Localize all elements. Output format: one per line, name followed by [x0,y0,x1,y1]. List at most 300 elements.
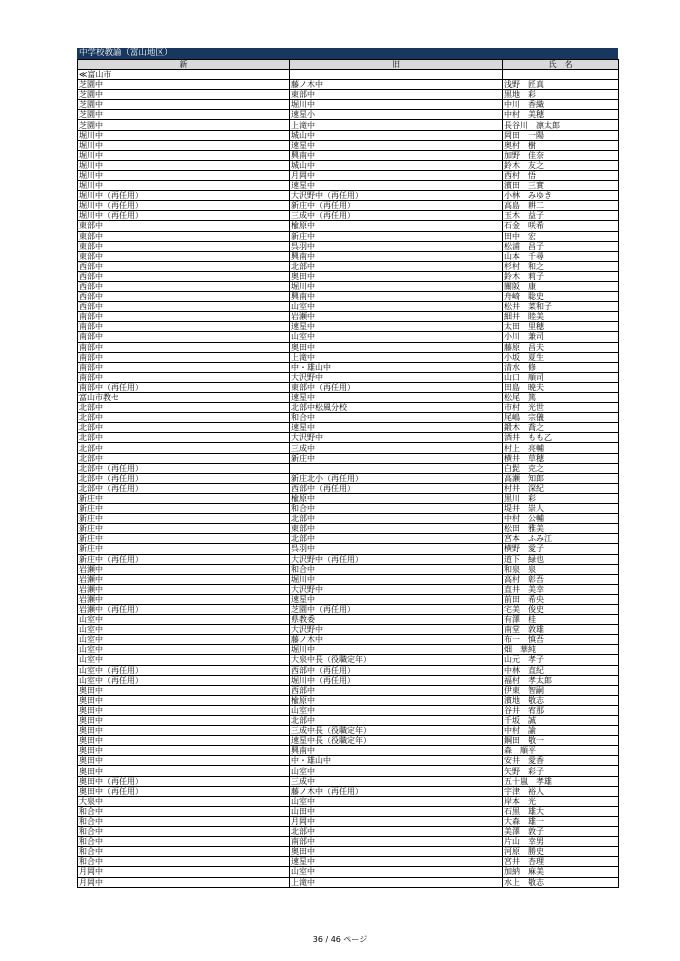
cell-name: 白髭 克之 [503,463,619,473]
table-row [78,705,619,715]
cell-new: 芝園中 [78,120,290,130]
cell-new: 北部中（再任用） [78,473,290,483]
cell-old: 大沢野中 [290,433,503,443]
cell-old: 中・雄山中 [290,756,503,766]
cell-new: 岩瀬中 [78,574,290,584]
table-row [78,433,619,443]
cell-new: 富山市教セ [78,393,290,403]
cell-old: 北部中 [290,514,503,524]
cell-new: 奥田中 [78,685,290,695]
table-row [78,504,619,514]
table-row [78,423,619,433]
cell-name: 道下 緑也 [503,554,619,564]
cell-new: 西部中 [78,281,290,291]
cell-new: 西部中 [78,261,290,271]
cell-new: 奥田中 [78,756,290,766]
cell-name: 高村 彰吾 [503,574,619,584]
cell-old: 山室中 [290,766,503,776]
cell-name: 美澤 敦子 [503,827,619,837]
cell-old: 山室中 [290,332,503,342]
table-row [78,281,619,291]
cell-name: 太田 里穂 [503,322,619,332]
cell-old: 西部中 [290,685,503,695]
table-body [78,70,619,888]
cell-name: 舟崎 聡史 [503,292,619,302]
table-row [78,181,619,191]
cell-name: 畑 華純 [503,645,619,655]
cell-name: 奥村 樹 [503,140,619,150]
table-row [78,271,619,281]
table-row [78,736,619,746]
cell-new: 奥田中 [78,766,290,776]
cell-name: 松田 雅美 [503,524,619,534]
table-row [78,584,619,594]
cell-new: 山室中（再任用） [78,675,290,685]
cell-new: 北部中（再任用） [78,463,290,473]
cell-old: 速星中 [290,181,503,191]
table-row [78,140,619,150]
cell-old: 大沢野中（再任用） [290,191,503,201]
table-row [78,352,619,362]
header-new: 新 [78,60,290,70]
cell-name: 藤原 昌夫 [503,342,619,352]
cell-old: 奥田中 [290,342,503,352]
cell-old: 南部中 [290,837,503,847]
cell-name: 大森 雄一 [503,816,619,826]
cell-name: 有澤 桂 [503,615,619,625]
cell-new: 新庄中 [78,544,290,554]
cell-name: 安井 愛香 [503,756,619,766]
cell-new: 月岡中 [78,877,290,887]
cell-name: 濱田 三實 [503,181,619,191]
table-row [78,766,619,776]
cell-new: 南部中 [78,342,290,352]
cell-old: 速星中 [290,393,503,403]
cell-name: 中村 諭 [503,726,619,736]
cell-name: 山口 順司 [503,372,619,382]
cell-name: 横野 愛子 [503,544,619,554]
cell-new: 新庄中 [78,514,290,524]
table-row [78,130,619,140]
cell-new: 堀川中 [78,150,290,160]
table-row [78,635,619,645]
table-row [78,201,619,211]
cell-new: 和合中 [78,837,290,847]
cell-old: 呉羽中 [290,544,503,554]
cell-old: 月岡中 [290,816,503,826]
cell-new: 北部中 [78,433,290,443]
table-row [78,877,619,887]
cell-old: 堀川中 [290,645,503,655]
cell-name: 小川 兼司 [503,332,619,342]
cell-old: 藤ノ木中（再任用） [290,786,503,796]
cell-old: 大沢野中 [290,625,503,635]
cell-name: 矢野 彩子 [503,766,619,776]
cell-old: 城山中 [290,160,503,170]
cell-old: 速星中 [290,423,503,433]
cell-name: 小坂 夏生 [503,352,619,362]
cell-name: 長谷川 凛太郎 [503,120,619,130]
cell-name: 石黒 雄大 [503,806,619,816]
cell-name: 谷井 宥那 [503,705,619,715]
cell-name: 松尾 篤 [503,393,619,403]
cell-new: 芝園中 [78,100,290,110]
cell-new: 堀川中 [78,170,290,180]
cell-name: 宮本 ふみ江 [503,534,619,544]
cell-old: 山室中 [290,796,503,806]
cell-old: 北部中 [290,827,503,837]
cell-new: 南部中 [78,372,290,382]
cell-old: 上滝中 [290,877,503,887]
table-row [78,695,619,705]
cell-old: 藤ノ木中 [290,635,503,645]
cell-name: 田中 宏 [503,231,619,241]
cell-name: 山元 孝子 [503,655,619,665]
table-row [78,786,619,796]
cell-new: 堀川中 [78,181,290,191]
cell-name: 松浦 昌子 [503,241,619,251]
header-old: 旧 [290,60,503,70]
cell-old: 大沢野中 [290,372,503,382]
table-row [78,90,619,100]
table-row [78,382,619,392]
cell-name: 市村 光世 [503,403,619,413]
cell-old: 上滝中 [290,120,503,130]
cell-new: 新庄中 [78,534,290,544]
cell-new: 新庄中 [78,504,290,514]
cell-old: 速星中 [290,322,503,332]
cell-new: 南部中 [78,362,290,372]
cell-new: 新庄中（再任用） [78,554,290,564]
cell-name: 宅美 俊史 [503,604,619,614]
cell-name: 村上 亮輔 [503,443,619,453]
cell-name: 布一 慎吾 [503,635,619,645]
cell-new: 山室中 [78,615,290,625]
cell-old: 堀川中（再任用） [290,675,503,685]
cell-name: 岡田 一陽 [503,130,619,140]
table-row [78,342,619,352]
table-row [78,322,619,332]
table-row [78,847,619,857]
cell-name: 直井 美幸 [503,584,619,594]
cell-old: 三成中長（役職定年） [290,726,503,736]
table-row [78,746,619,756]
cell-old: 山室中 [290,705,503,715]
table-row [78,645,619,655]
cell-name: 鍛木 喬之 [503,423,619,433]
table-row [78,806,619,816]
cell-old: 北部中 [290,534,503,544]
cell-name: 水上 敬志 [503,877,619,887]
cell-new: 岩瀬中 [78,594,290,604]
table-row [78,80,619,90]
cell-name: 和泉 泉 [503,564,619,574]
cell-name: 五十嵐 孝雄 [503,776,619,786]
header-name: 氏 名 [503,60,619,70]
table-row [78,594,619,604]
cell-new: 奥田中 [78,736,290,746]
region-row [78,70,619,80]
table-row [78,857,619,867]
cell-new: 芝園中 [78,90,290,100]
cell-old: 呉羽中 [290,241,503,251]
table-row [78,261,619,271]
table-row [78,655,619,665]
cell-old: 楡原中 [290,695,503,705]
cell-old: 興南中 [290,292,503,302]
cell-old: 速星中 [290,594,503,604]
cell-new: 山室中（再任用） [78,665,290,675]
cell-new: 堀川中（再任用） [78,211,290,221]
cell-new: 西部中 [78,271,290,281]
table-row [78,332,619,342]
table-row [78,211,619,221]
table-row [78,362,619,372]
table-row [78,100,619,110]
cell-name: 岸本 光 [503,796,619,806]
cell-name: 松井 菜和子 [503,302,619,312]
table-row [78,120,619,130]
cell-old: 北部中 [290,261,503,271]
cell-new: 南部中 [78,352,290,362]
table-row [78,170,619,180]
cell-old: 速星中 [290,140,503,150]
cell-old: 大沢野中（再任用） [290,554,503,564]
cell-old: 芝園中（再任用） [290,604,503,614]
cell-new: 和合中 [78,806,290,816]
table-row [78,685,619,695]
table-row [78,816,619,826]
table-row [78,554,619,564]
table-row [78,453,619,463]
cell-old: 新庄北小（再任用） [290,473,503,483]
table-row [78,604,619,614]
cell-old: 楡原中 [290,221,503,231]
cell-name: 清水 修 [503,362,619,372]
cell-name: 南堂 敦雄 [503,625,619,635]
cell-name: 玉木 益子 [503,211,619,221]
cell-new: 岩瀬中 [78,584,290,594]
table-row [78,150,619,160]
cell-new: 堀川中 [78,130,290,140]
table-row [78,251,619,261]
cell-name: 中林 直紀 [503,665,619,675]
cell-new: 北部中 [78,443,290,453]
cell-name: 河原 勝史 [503,847,619,857]
table-row [78,625,619,635]
cell-name: 森 順平 [503,746,619,756]
cell-new: 岩瀬中 [78,564,290,574]
table-row [78,110,619,120]
cell-name: 杉村 和之 [503,261,619,271]
cell-name: 鈴木 友之 [503,160,619,170]
table-row [78,372,619,382]
cell-old: 新庄中（再任用） [290,201,503,211]
table-row [78,483,619,493]
cell-old: 北部中松風分校 [290,403,503,413]
cell-new: 芝園中 [78,80,290,90]
cell-old [290,463,503,473]
cell-new: 北部中（再任用） [78,483,290,493]
cell-name: 宇津 裕人 [503,786,619,796]
table-row [78,776,619,786]
table-row [78,393,619,403]
cell-name: 加納 麻美 [503,867,619,877]
table-row [78,574,619,584]
table-row [78,756,619,766]
cell-name: 片山 幸男 [503,837,619,847]
cell-old: 速星小 [290,110,503,120]
cell-old: 山室中 [290,867,503,877]
table-row [78,312,619,322]
cell-new: 奥田中（再任用） [78,776,290,786]
table-row [78,191,619,201]
cell-name: 高島 耕二 [503,201,619,211]
cell-old: 城山中 [290,130,503,140]
table-row [78,665,619,675]
cell-old: 楡原中 [290,493,503,503]
cell-new: 北部中 [78,453,290,463]
cell-old: 三成中（再任用） [290,211,503,221]
cell-new: 山室中 [78,645,290,655]
table-row [78,524,619,534]
cell-name: 小林 みゆき [503,191,619,201]
cell-new: 奥田中 [78,705,290,715]
cell-new: 堀川中 [78,160,290,170]
table-row [78,231,619,241]
cell-name: 關阪 康 [503,281,619,291]
table-row [78,160,619,170]
cell-old: 堀川中 [290,281,503,291]
cell-old: 東部中 [290,524,503,534]
cell-old: 岩瀬中 [290,312,503,322]
cell-old: 堀川中 [290,100,503,110]
table-row [78,403,619,413]
cell-new: 大泉中 [78,796,290,806]
cell-name: 前田 希央 [503,594,619,604]
cell-name: 堤井 崇人 [503,504,619,514]
cell-name: 鈴木 莉子 [503,271,619,281]
table-row [78,564,619,574]
cell-old: 東部中 [290,90,503,100]
table-row [78,413,619,423]
cell-old: 月岡中 [290,170,503,180]
cell-old: 三成中 [290,776,503,786]
cell-new: 堀川中（再任用） [78,201,290,211]
cell-old: 中・雄山中 [290,362,503,372]
cell-name: 中村 公輔 [503,514,619,524]
personnel-table [77,59,619,888]
cell-old: 堀川中 [290,574,503,584]
cell-new: 奥田中 [78,746,290,756]
table-row [78,544,619,554]
table-row [78,473,619,483]
cell-old: 興南中 [290,150,503,160]
cell-name: 福村 孝太郎 [503,675,619,685]
cell-old: 東部中（再任用） [290,382,503,392]
cell-new: 奥田中（再任用） [78,786,290,796]
table-row [78,837,619,847]
page-number: 36 / 46 ページ [312,935,368,944]
cell-new: 山室中 [78,625,290,635]
cell-new: 堀川中（再任用） [78,191,290,201]
cell-old: 山田中 [290,806,503,816]
cell-old: 藤ノ木中 [290,80,503,90]
cell-new: 和合中 [78,816,290,826]
table-row [78,615,619,625]
cell-old: 大泉中長（役職定年） [290,655,503,665]
cell-name: 千坂 誠 [503,716,619,726]
cell-name: 村井 深紀 [503,483,619,493]
table-row [78,534,619,544]
cell-name: 黒川 彩 [503,493,619,503]
cell-new: 新庄中 [78,493,290,503]
cell-old: 和合中 [290,413,503,423]
cell-name: 浅野 匠真 [503,80,619,90]
cell-name: 田島 暁夫 [503,382,619,392]
cell-name: 細井 睦美 [503,312,619,322]
cell-new: 岩瀬中（再任用） [78,604,290,614]
cell-old: 速星中 [290,857,503,867]
table-row [78,443,619,453]
cell-new: 東部中 [78,241,290,251]
cell-name: 中川 香織 [503,100,619,110]
cell-old: 興南中 [290,746,503,756]
cell-new: 北部中 [78,403,290,413]
cell-name: 高瀬 知郎 [503,473,619,483]
cell-new: 山室中 [78,655,290,665]
cell-old: 北部中 [290,716,503,726]
cell-old: 新庄中 [290,453,503,463]
cell-old: 和合中 [290,564,503,574]
cell-old: 和合中 [290,504,503,514]
cell-name: 伊東 智嗣 [503,685,619,695]
cell-old: 上滝中 [290,352,503,362]
cell-old: 新庄中 [290,231,503,241]
region-label: ≪富山市 [78,70,290,80]
cell-new: 奥田中 [78,716,290,726]
cell-old: 速星中長（役職定年） [290,736,503,746]
cell-old: 県教委 [290,615,503,625]
cell-new: 東部中 [78,231,290,241]
cell-old: 山室中 [290,302,503,312]
table-row [78,867,619,877]
table-row [78,292,619,302]
cell-new: 西部中 [78,302,290,312]
cell-name: 西村 悟 [503,170,619,180]
table-row [78,716,619,726]
cell-new: 西部中 [78,292,290,302]
cell-name: 尾嶋 宗儀 [503,413,619,423]
table-row [78,302,619,312]
cell-old: 奥田中 [290,847,503,857]
cell-name: 横井 草穂 [503,453,619,463]
cell-name: 濱地 敬志 [503,695,619,705]
table-row [78,514,619,524]
cell-new: 堀川中 [78,140,290,150]
cell-name: 黒地 彩 [503,90,619,100]
cell-new: 新庄中 [78,524,290,534]
cell-name: 宮井 杏理 [503,857,619,867]
table-row [78,493,619,503]
cell-name: 鋼田 敬一 [503,736,619,746]
cell-name: 酒井 もも乙 [503,433,619,443]
table-row [78,241,619,251]
cell-new: 南部中 [78,332,290,342]
table-row [78,726,619,736]
cell-new: 南部中（再任用） [78,382,290,392]
table-row [78,796,619,806]
